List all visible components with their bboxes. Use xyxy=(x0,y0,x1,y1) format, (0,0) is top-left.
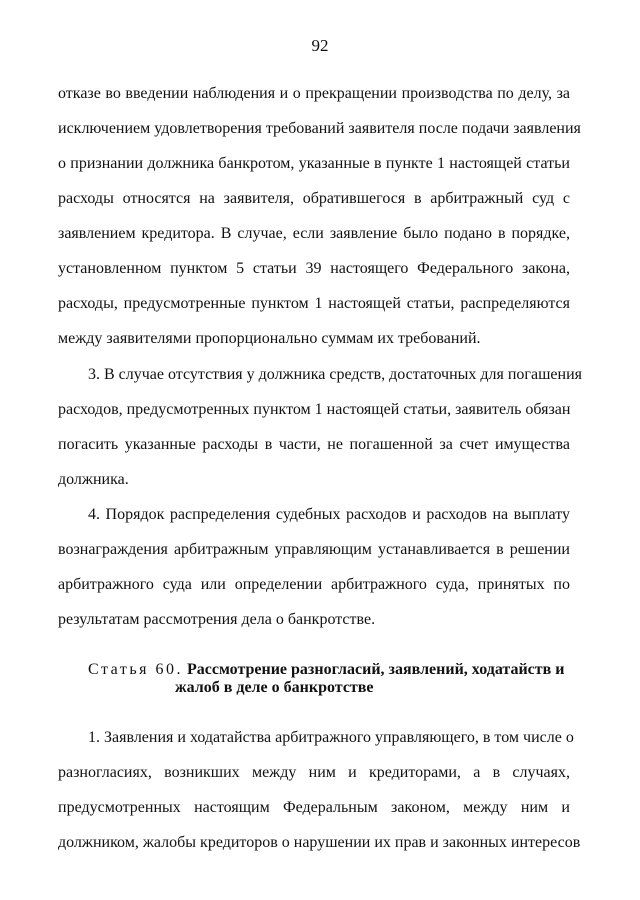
text-line: погасить указанные расходы в части, не погашенной за счет имущества xyxy=(58,436,570,453)
text-line: вознаграждения арбитражным управляющим устанавливается в решении xyxy=(58,541,570,558)
text-line: должником, жалобы кредиторов о нарушении их прав и законных интересов xyxy=(58,834,581,851)
text-line: расходы относятся на заявителя, обратившегося в арбитражный суд с xyxy=(58,190,570,207)
text-line: отказе во введении наблюдения и о прекращении производства по делу, за xyxy=(58,85,570,102)
text-line: между заявителями пропорционально суммам их требований. xyxy=(58,330,481,347)
page-number: 92 xyxy=(311,36,329,55)
article-title: Рассмотрение разногласий, заявлений, ходатайств и xyxy=(186,661,565,678)
text-line: предусмотренных настоящим Федеральным законом, между ним и xyxy=(58,799,570,816)
text-line: 4. Порядок распределения судебных расходов и расходов на выплату xyxy=(88,506,570,523)
text-line: должника. xyxy=(58,471,129,488)
article-heading-line xyxy=(88,660,570,680)
text-line: арбитражного суда или определении арбитражного суда, принятых по xyxy=(58,576,570,593)
text-line: установленном пунктом 5 статьи 39 настоящего Федерального закона, xyxy=(58,260,570,277)
text-line: 1. Заявления и ходатайства арбитражного управляющего, в том числе о xyxy=(88,729,574,746)
text-line: результатам рассмотрения дела о банкротстве. xyxy=(58,611,376,628)
text-line: исключением удовлетворения требований заявителя после подачи заявления xyxy=(58,120,581,137)
text-line: разногласиях, возникших между ним и кредиторами, а в случаях, xyxy=(58,764,570,781)
article-title-continued: жалоб в деле о банкротстве xyxy=(175,679,374,696)
text-line: расходов, предусмотренных пунктом 1 настоящей статьи, заявитель обязан xyxy=(58,401,571,418)
text-line: расходы, предусмотренные пунктом 1 настоящей статьи, распределяются xyxy=(58,295,570,312)
text-line: заявлением кредитора. В случае, если заявление было подано в порядке, xyxy=(58,225,570,242)
article-label: Статья 60. xyxy=(88,661,183,678)
text-line: о признании должника банкротом, указанные в пункте 1 настоящей статьи xyxy=(58,155,570,172)
text-line: 3. В случае отсутствия у должника средств, достаточных для погашения xyxy=(88,366,582,383)
